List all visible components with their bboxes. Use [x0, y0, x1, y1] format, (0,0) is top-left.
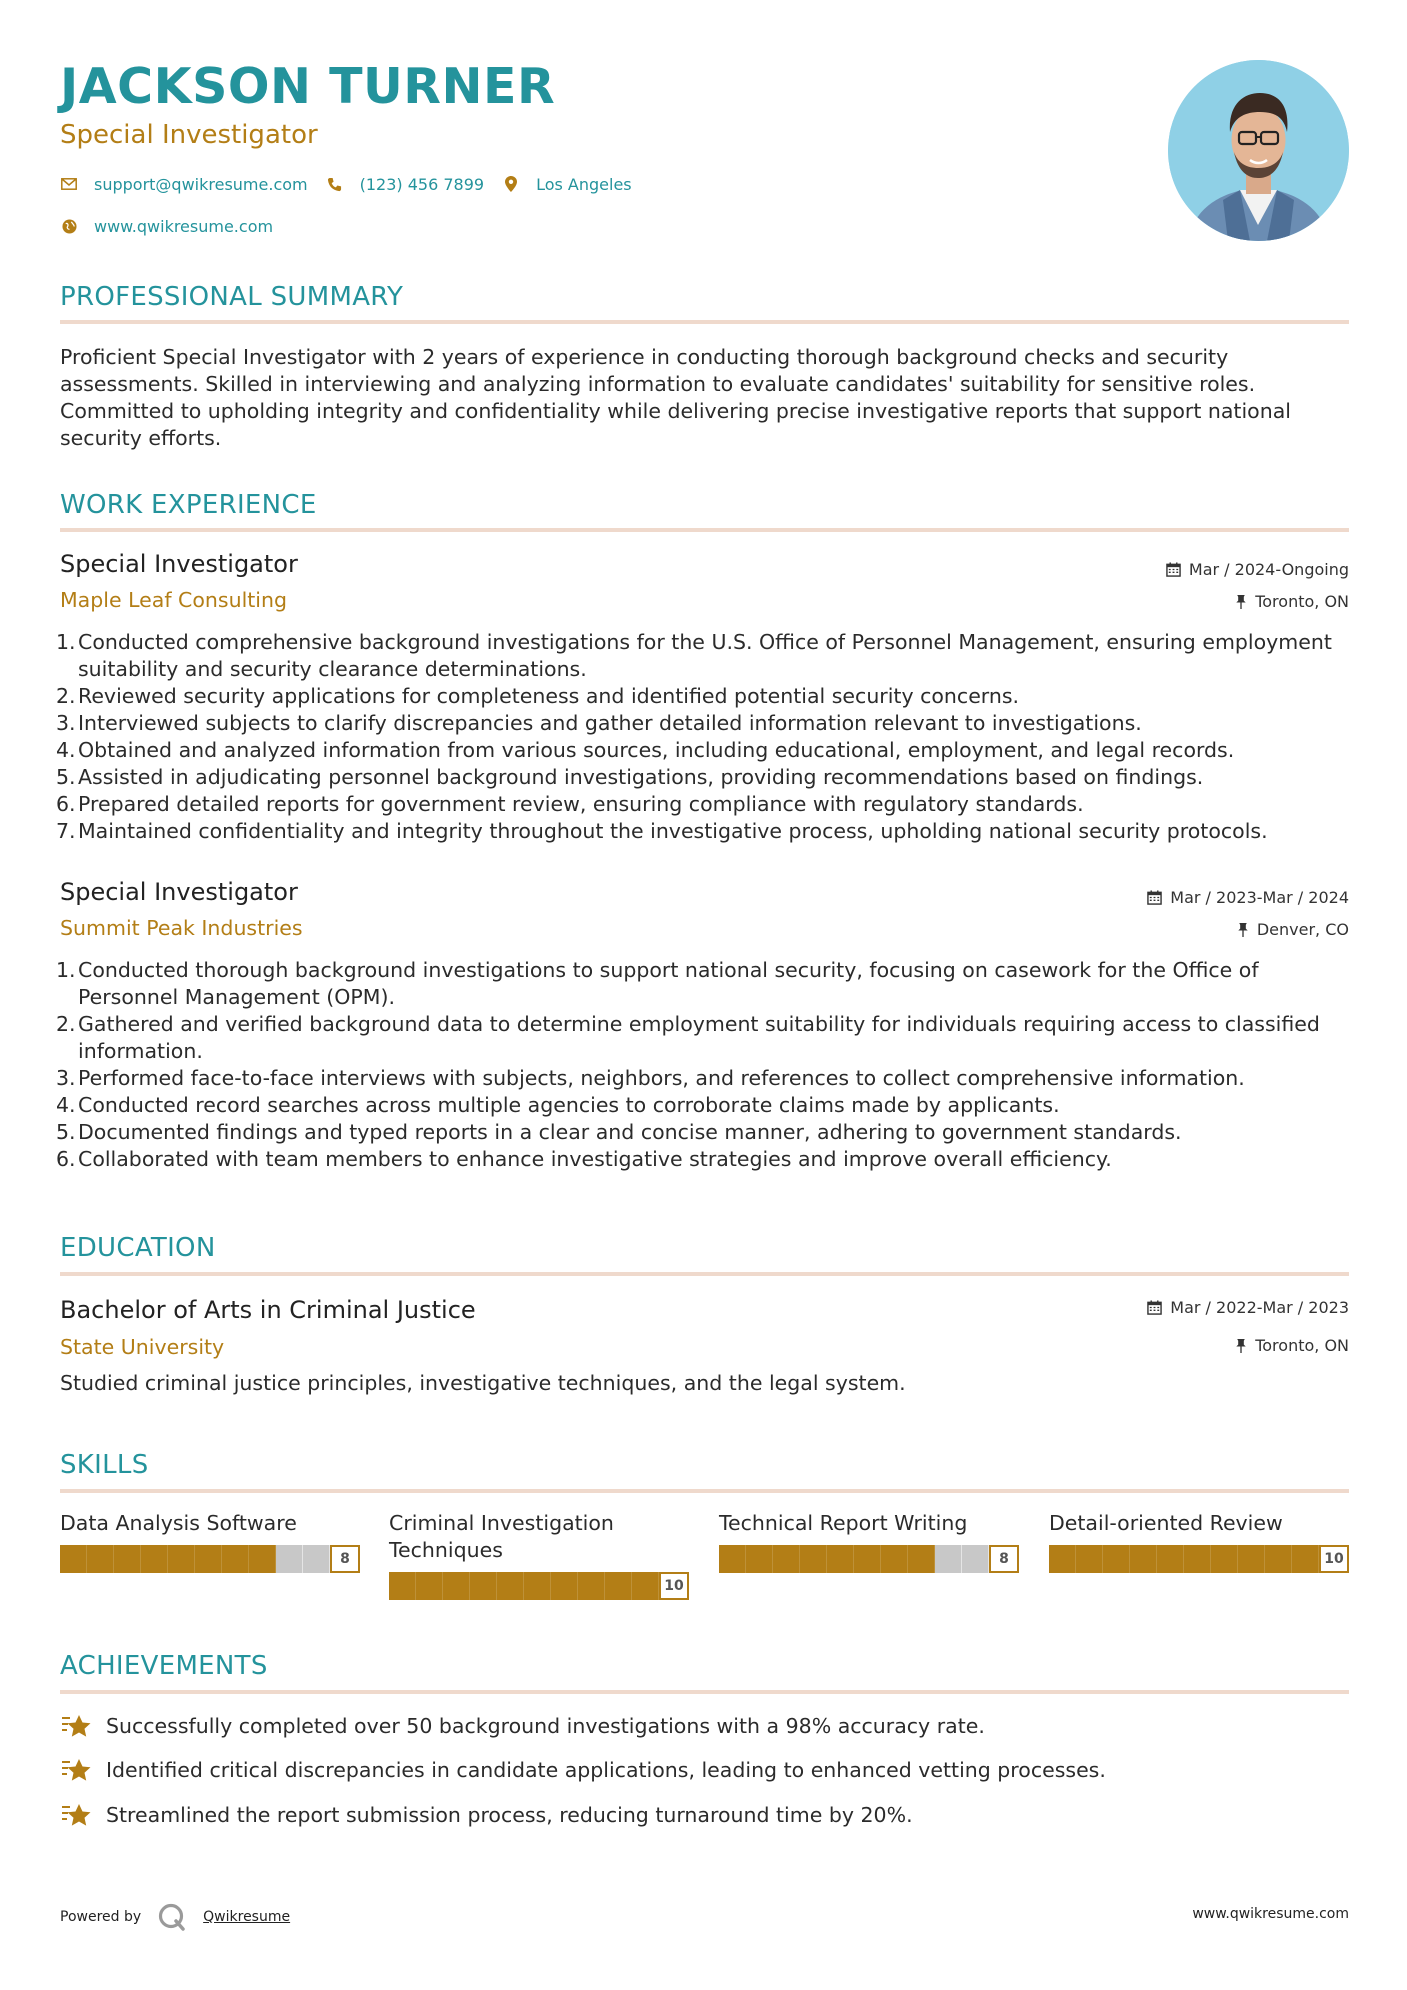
skill-level: 8 — [989, 1545, 1019, 1573]
job-location — [1237, 920, 1349, 939]
skill-segment — [746, 1545, 773, 1573]
skill-segment — [497, 1572, 524, 1600]
pin-icon — [1235, 1338, 1247, 1353]
skill-segment — [935, 1545, 962, 1573]
section-divider — [60, 1489, 1349, 1493]
skill-segment — [1292, 1545, 1319, 1573]
section-divider — [60, 1690, 1349, 1694]
job-duties-list — [56, 629, 1350, 845]
skill-segment — [276, 1545, 303, 1573]
candidate-title: Special Investigator — [60, 120, 318, 150]
calendar-icon — [1166, 562, 1181, 577]
skill-level: 10 — [659, 1572, 689, 1600]
achievements-heading: ACHIEVEMENTS — [60, 1651, 268, 1681]
footer-branding — [60, 1902, 290, 1932]
skill-segment — [114, 1545, 141, 1573]
skill-segment — [551, 1572, 578, 1600]
skill-bar — [1049, 1545, 1349, 1573]
skill-segment — [249, 1545, 276, 1573]
achievement-text: Streamlined the report submission process, reducing turnaround time by 20%. — [106, 1803, 913, 1827]
skill-level: 8 — [330, 1545, 360, 1573]
email-link[interactable]: support@qwikresume.com — [94, 174, 308, 194]
contact-row — [60, 172, 650, 196]
skill-segment — [1130, 1545, 1157, 1573]
education-dates-text: Mar / 2022-Mar / 2023 — [1170, 1298, 1349, 1317]
education-location — [1235, 1336, 1349, 1355]
skill-segment — [773, 1545, 800, 1573]
list-item: 3. Performed face-to-face interviews with subjects, neighbors, and references to collect comprehensive information. — [56, 1066, 1245, 1090]
list-item: 4. Conducted record searches across multiple agencies to corroborate claims made by applicants. — [56, 1093, 1060, 1117]
skills-heading: SKILLS — [60, 1450, 149, 1480]
skill-bar — [60, 1545, 360, 1573]
skill-segment — [524, 1572, 551, 1600]
skill-bar — [719, 1545, 1019, 1573]
education-heading: EDUCATION — [60, 1233, 216, 1263]
pin-icon — [1237, 922, 1249, 937]
skill-item — [719, 1510, 1019, 1573]
phone-icon — [326, 175, 344, 193]
skill-segment — [60, 1545, 87, 1573]
skill-segment — [470, 1572, 497, 1600]
skill-name: Criminal Investigation Techniques — [389, 1511, 614, 1562]
skill-segment — [416, 1572, 443, 1600]
list-item: 2. Gathered and verified background data to determine employment suitability for individuals requiring access to classified information. — [56, 1012, 1320, 1063]
candidate-name: JACKSON TURNER — [60, 58, 556, 115]
experience-heading: WORK EXPERIENCE — [60, 490, 317, 520]
section-divider — [60, 320, 1349, 324]
skill-item — [389, 1510, 689, 1600]
achievement-text: Identified critical discrepancies in candidate applications, leading to enhanced vetting processes. — [106, 1758, 1106, 1782]
star-icon — [60, 1801, 92, 1829]
skill-segment — [854, 1545, 881, 1573]
phone-number[interactable]: (123) 456 7899 — [359, 174, 485, 194]
school-name: State University — [60, 1335, 225, 1359]
website-row — [60, 214, 291, 238]
job-duties-list — [56, 957, 1350, 1173]
calendar-icon — [1147, 890, 1162, 905]
job-dates — [1166, 560, 1349, 579]
skill-segment — [1238, 1545, 1265, 1573]
skill-segment — [1157, 1545, 1184, 1573]
skill-segment — [578, 1572, 605, 1600]
achievement-item — [60, 1756, 1106, 1784]
skill-segment — [962, 1545, 989, 1573]
list-item: 4. Obtained and analyzed information from various sources, including educational, employment, and legal records. — [56, 738, 1235, 762]
list-item: 6. Prepared detailed reports for government review, ensuring compliance with regulatory standards. — [56, 792, 1084, 816]
skill-segment — [443, 1572, 470, 1600]
list-item: 5. Assisted in adjudicating personnel background investigations, providing recommendations based on findings. — [56, 765, 1204, 789]
qwikresume-link[interactable]: Qwikresume — [203, 1909, 291, 1925]
skill-segment — [605, 1572, 632, 1600]
achievement-item — [60, 1801, 913, 1829]
skill-name: Technical Report Writing — [719, 1511, 968, 1535]
section-divider — [60, 1272, 1349, 1276]
skill-segment — [1184, 1545, 1211, 1573]
job-title: Special Investigator — [60, 550, 298, 578]
list-item: 1. Conducted comprehensive background investigations for the U.S. Office of Personnel Management, ensuring employment suitability and security clearance determinations. — [56, 630, 1332, 681]
skill-bar — [389, 1572, 689, 1600]
skill-segment — [827, 1545, 854, 1573]
skill-segment — [389, 1572, 416, 1600]
job-dates-text: Mar / 2023-Mar / 2024 — [1170, 888, 1349, 907]
job-location-text: Toronto, ON — [1255, 592, 1349, 611]
skill-name: Detail-oriented Review — [1049, 1511, 1283, 1535]
star-icon — [60, 1712, 92, 1740]
skill-segment — [303, 1545, 330, 1573]
summary-text: Proficient Special Investigator with 2 years of experience in conducting thorough background checks and security assessments. Skilled in interviewing and analyzing information to evaluate candidates' suitability for sensitive roles. Committed to upholding integrity and confidentiality while delivering precise investigative reports that support national security efforts. — [60, 345, 1291, 450]
skill-item — [1049, 1510, 1349, 1573]
list-item: 5. Documented findings and typed reports in a clear and concise manner, adhering to government standards. — [56, 1120, 1182, 1144]
globe-icon — [60, 217, 78, 235]
skill-segment — [1049, 1545, 1076, 1573]
skill-segment — [719, 1545, 746, 1573]
achievement-text: Successfully completed over 50 background investigations with a 98% accuracy rate. — [106, 1714, 985, 1738]
summary-heading: PROFESSIONAL SUMMARY — [60, 282, 404, 312]
skill-segment — [908, 1545, 935, 1573]
skill-segment — [1076, 1545, 1103, 1573]
list-item: 2. Reviewed security applications for completeness and identified potential security concerns. — [56, 684, 1020, 708]
job-dates — [1147, 888, 1349, 907]
job-title: Special Investigator — [60, 878, 298, 906]
website-link[interactable]: www.qwikresume.com — [94, 216, 274, 236]
education-dates — [1147, 1298, 1349, 1317]
company-name: Maple Leaf Consulting — [60, 588, 288, 612]
skill-segment — [87, 1545, 114, 1573]
list-item: 3. Interviewed subjects to clarify discrepancies and gather detailed information relevant to investigations. — [56, 711, 1142, 735]
footer-website[interactable]: www.qwikresume.com — [1192, 1906, 1349, 1922]
skill-item — [60, 1510, 360, 1573]
skill-segment — [881, 1545, 908, 1573]
star-icon — [60, 1756, 92, 1784]
list-item: 7. Maintained confidentiality and integrity throughout the investigative process, upholding national security protocols. — [56, 819, 1268, 843]
pin-icon — [1235, 594, 1247, 609]
section-divider — [60, 528, 1349, 532]
skill-segment — [632, 1572, 659, 1600]
skill-segment — [222, 1545, 249, 1573]
list-item: 1. Conducted thorough background investigations to support national security, focusing on casework for the Office of Personnel Management (OPM). — [56, 958, 1259, 1009]
job-dates-text: Mar / 2024-Ongoing — [1188, 560, 1349, 579]
skill-segment — [1265, 1545, 1292, 1573]
skill-segment — [800, 1545, 827, 1573]
skill-segment — [1103, 1545, 1130, 1573]
list-item: 6. Collaborated with team members to enhance investigative strategies and improve overall efficiency. — [56, 1147, 1112, 1171]
education-location-text: Toronto, ON — [1255, 1336, 1349, 1355]
profile-photo — [1168, 60, 1349, 241]
achievement-item — [60, 1712, 985, 1740]
skill-segment — [195, 1545, 222, 1573]
skill-segment — [141, 1545, 168, 1573]
powered-by-label: Powered by — [60, 1909, 142, 1925]
qwikresume-logo-icon — [157, 1902, 187, 1932]
job-location-text: Denver, CO — [1256, 920, 1349, 939]
job-location — [1235, 592, 1349, 611]
skill-segment — [1211, 1545, 1238, 1573]
education-description: Studied criminal justice principles, investigative techniques, and the legal system. — [60, 1371, 906, 1395]
calendar-icon — [1147, 1300, 1162, 1315]
location-text: Los Angeles — [536, 174, 632, 194]
skill-segment — [168, 1545, 195, 1573]
map-pin-icon — [502, 175, 520, 193]
degree-title: Bachelor of Arts in Criminal Justice — [60, 1296, 476, 1324]
company-name: Summit Peak Industries — [60, 916, 303, 940]
envelope-icon — [60, 175, 78, 193]
skill-level: 10 — [1319, 1545, 1349, 1573]
skill-name: Data Analysis Software — [60, 1511, 297, 1535]
